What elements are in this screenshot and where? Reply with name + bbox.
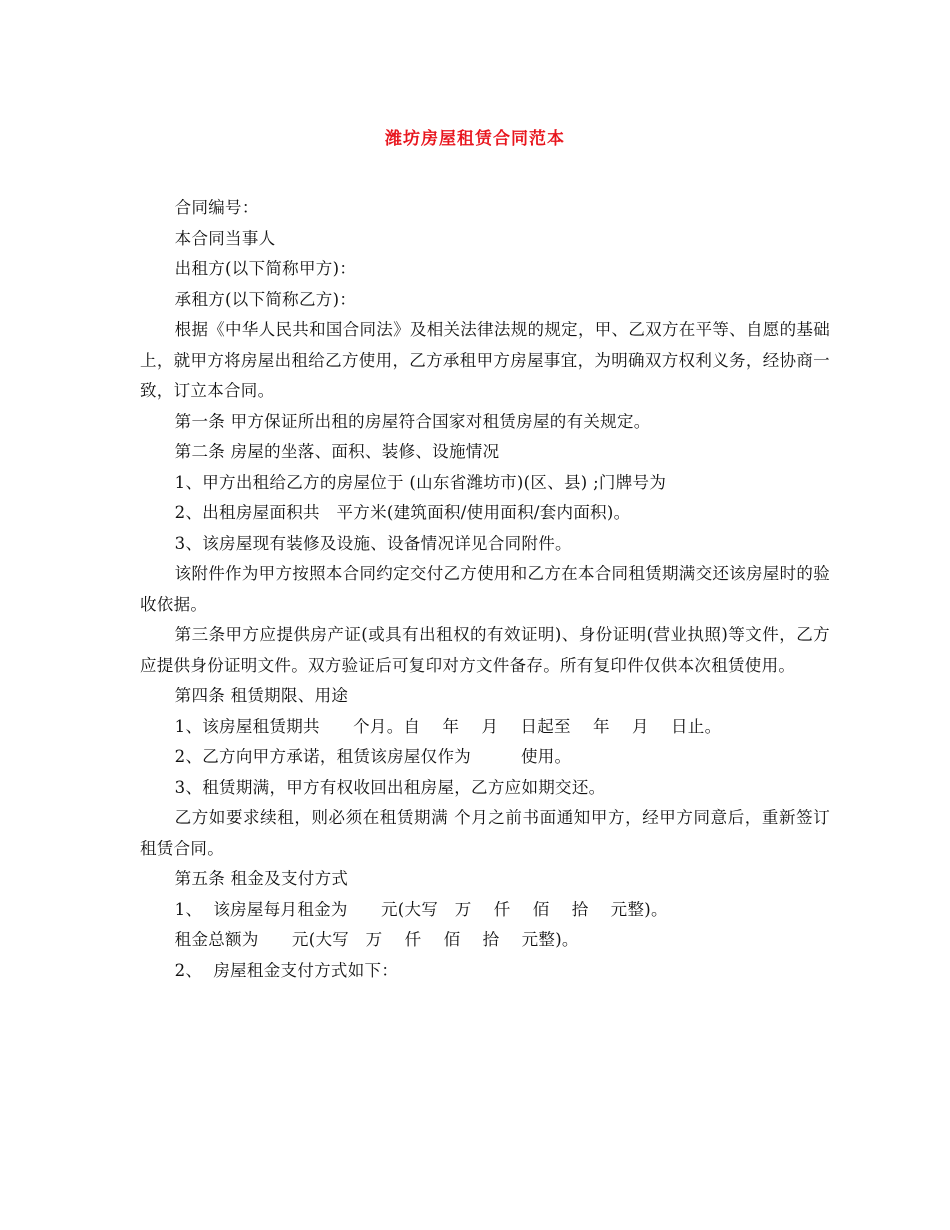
paragraph-total-rent: 租金总额为 元(大写 万 仟 佰 拾 元整)。 [174,930,579,949]
paragraph-article-4-item-3: 3、租赁期满，甲方有权收回出租房屋，乙方应如期交还。 [174,777,606,797]
paragraph-article-5-item-1: 1、 该房屋每月租金为 元(大写 万 仟 佰 拾 元整)。 [174,899,668,919]
paragraph-article-1: 第一条 甲方保证所出租的房屋符合国家对租赁房屋的有关规定。 [174,411,651,431]
paragraph-article-3: 第三条甲方应提供房产证(或具有出租权的有效证明)、身份证明(营业执照)等文件，乙方应提供身份证明文件。双方验证后可复印对方文件备存。所有复印件仅供本次租赁使用。 [140,625,830,675]
document-body [140,193,830,986]
paragraph-renewal: 乙方如要求续租，则必须在租赁期满 个月之前书面通知甲方，经甲方同意后，重新签订租赁合同。 [140,808,830,858]
paragraph-article-4-item-1: 1、该房屋租赁期共 个月。自 年 月 日起至 年 月 日止。 [174,716,722,736]
paragraph-article-5-item-2: 2、 房屋租金支付方式如下： [174,960,399,980]
paragraph-attachment-note: 该附件作为甲方按照本合同约定交付乙方使用和乙方在本合同租赁期满交还该房屋时的验收依据。 [140,564,830,614]
paragraph-lessor: 出租方(以下简称甲方)： [174,259,357,278]
paragraph-lessee: 承租方(以下简称乙方)： [174,289,357,309]
paragraph-contract-number: 合同编号： [174,198,259,217]
paragraph-article-2: 第二条 房屋的坐落、面积、装修、设施情况 [174,442,500,461]
paragraph-article-2-item-3: 3、该房屋现有装修及设施、设备情况详见合同附件。 [174,533,572,553]
paragraph-article-4-item-2: 2、乙方向甲方承诺，租赁该房屋仅作为 使用。 [174,747,572,766]
paragraph-parties-heading: 本合同当事人 [174,228,276,248]
paragraph-article-2-item-2: 2、出租房屋面积共 平方米(建筑面积/使用面积/套内面积)。 [174,503,631,522]
paragraph-article-4: 第四条 租赁期限、用途 [174,686,349,705]
document-title: 潍坊房屋租赁合同范本 [385,129,565,149]
paragraph-preamble: 根据《中华人民共和国合同法》及相关法律法规的规定，甲、乙双方在平等、自愿的基础上，就甲方将房屋出租给乙方使用，乙方承租甲方房屋事宜，为明确双方权利义务，经协商一致，订立本合同。 [140,320,830,400]
paragraph-article-2-item-1: 1、甲方出租给乙方的房屋位于 (山东省潍坊市)(区、县) ;门牌号为 [174,472,667,492]
paragraph-article-5: 第五条 租金及支付方式 [174,869,349,888]
